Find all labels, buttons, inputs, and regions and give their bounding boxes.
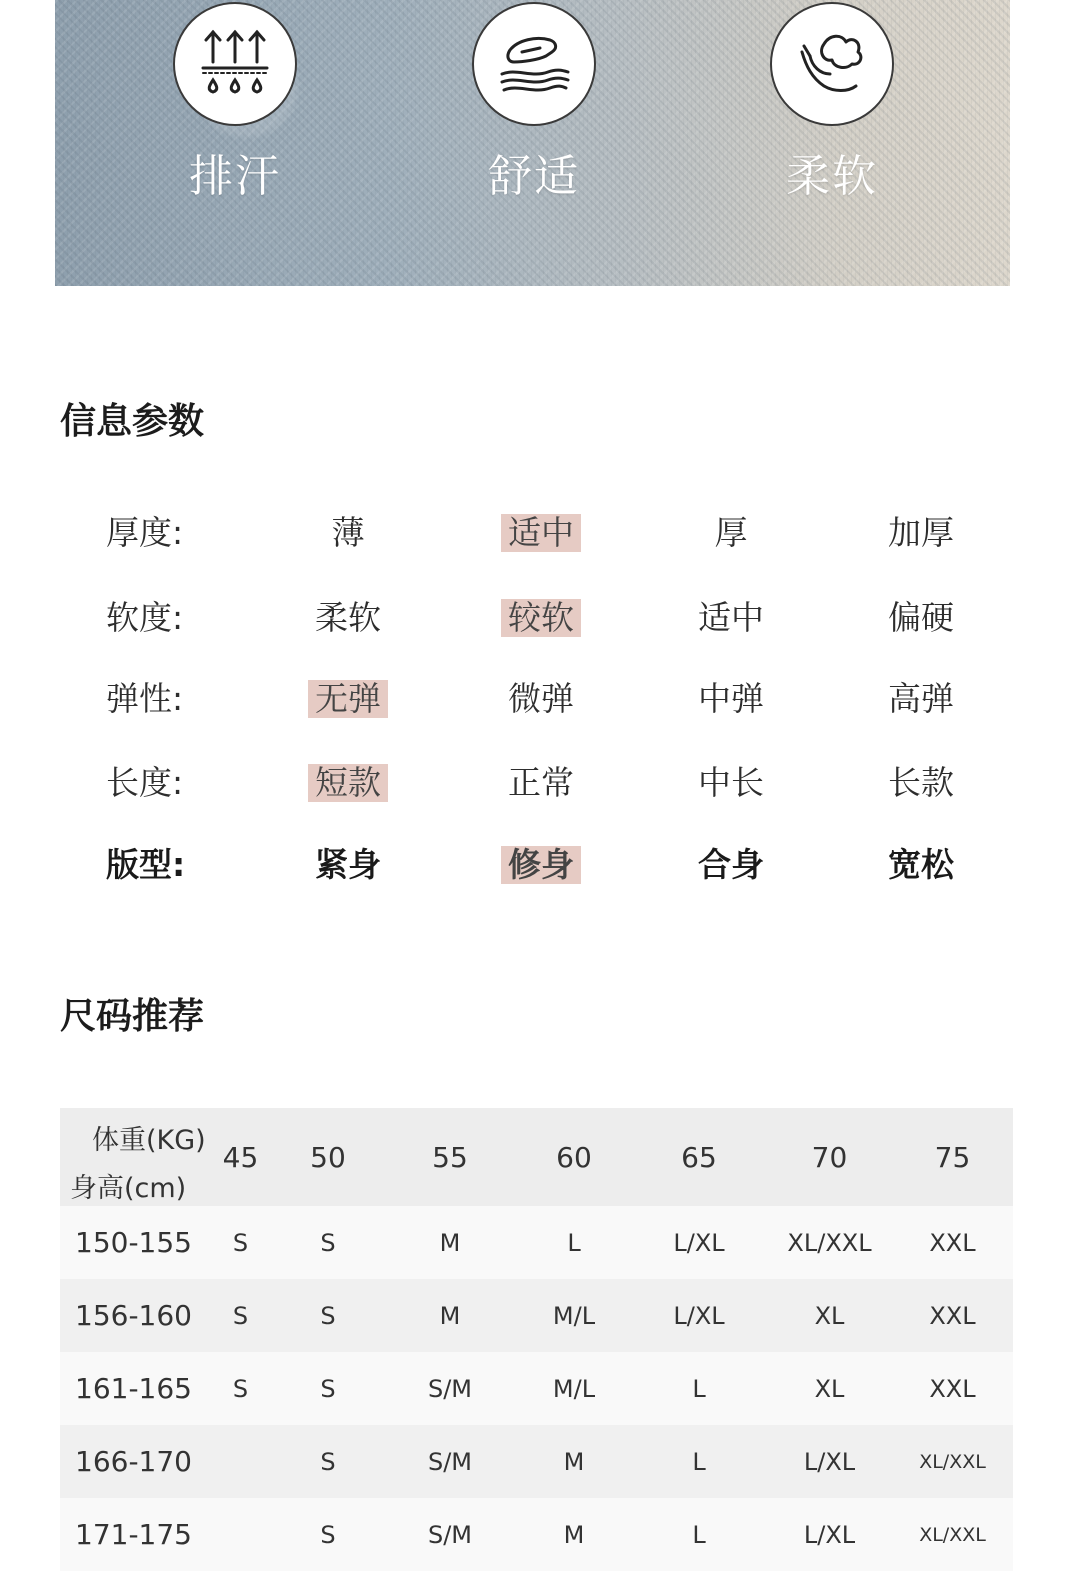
height-range-cell: 171-175	[60, 1498, 208, 1571]
size-cell: S	[273, 1352, 383, 1425]
param-option: 正常	[508, 763, 574, 802]
feature-soft	[767, 0, 897, 204]
weight-column-header: 45	[208, 1108, 273, 1206]
table-row	[60, 1425, 1013, 1498]
param-option: 加厚	[888, 513, 954, 552]
size-cell: S/M	[383, 1425, 517, 1498]
param-option: 宽松	[888, 845, 954, 884]
size-section-title: 尺码推荐	[60, 996, 205, 1037]
feature-label: 排汗	[189, 151, 281, 202]
size-cell: L	[517, 1206, 631, 1279]
size-cell: S	[273, 1425, 383, 1498]
param-option: 微弹	[508, 679, 574, 718]
param-row	[0, 835, 1080, 895]
param-label: 弹性:	[106, 679, 184, 718]
size-cell: L/XL	[767, 1425, 892, 1498]
height-header: 身高(cm)	[70, 1173, 187, 1204]
table-row	[60, 1352, 1013, 1425]
comfort-hand-icon	[472, 2, 596, 126]
size-cell: L/XL	[631, 1279, 767, 1352]
weight-header: 体重(KG)	[92, 1125, 206, 1156]
param-option: 柔软	[315, 598, 381, 637]
param-option: 薄	[331, 513, 365, 552]
size-cell: S/M	[383, 1498, 517, 1571]
moisture-wicking-icon	[173, 2, 297, 126]
size-cell: XXL	[892, 1279, 1013, 1352]
size-cell: S	[208, 1352, 273, 1425]
size-cell: M/L	[517, 1279, 631, 1352]
fabric-banner	[55, 0, 1010, 286]
size-cell: M	[517, 1498, 631, 1571]
param-option: 合身	[698, 845, 764, 884]
feature-comfort	[469, 0, 599, 204]
size-cell: XL	[767, 1279, 892, 1352]
param-option-selected: 较软	[501, 599, 581, 637]
size-cell: M/L	[517, 1352, 631, 1425]
size-table	[60, 1108, 1013, 1571]
param-row	[0, 669, 1080, 729]
height-range-cell: 150-155	[60, 1206, 208, 1279]
size-cell: M	[383, 1279, 517, 1352]
weight-column-header: 50	[273, 1108, 383, 1206]
size-cell: S	[208, 1206, 273, 1279]
weight-column-header: 55	[383, 1108, 517, 1206]
size-cell: L	[631, 1425, 767, 1498]
param-label: 软度:	[106, 598, 184, 637]
table-row	[60, 1498, 1013, 1571]
height-range-cell: 156-160	[60, 1279, 208, 1352]
param-option: 高弹	[888, 679, 954, 718]
size-cell: XL/XXL	[767, 1206, 892, 1279]
size-cell: L	[631, 1498, 767, 1571]
weight-column-header: 75	[892, 1108, 1013, 1206]
size-cell: M	[383, 1206, 517, 1279]
table-row	[60, 1279, 1013, 1352]
param-label: 厚度:	[106, 513, 184, 552]
param-option: 厚	[714, 513, 748, 552]
size-cell: S	[273, 1206, 383, 1279]
size-cell: S	[273, 1498, 383, 1571]
feature-label: 柔软	[786, 151, 878, 202]
height-range-cell: 166-170	[60, 1425, 208, 1498]
size-table-header-row	[60, 1108, 1013, 1206]
param-option-selected: 适中	[501, 514, 581, 552]
param-label: 版型:	[106, 845, 186, 884]
info-section-title: 信息参数	[60, 401, 205, 442]
size-cell	[208, 1425, 273, 1498]
size-cell: L/XL	[631, 1206, 767, 1279]
size-cell: S	[273, 1279, 383, 1352]
header-corner	[60, 1108, 208, 1206]
size-cell: S/M	[383, 1352, 517, 1425]
feature-label: 舒适	[488, 151, 580, 202]
param-option: 中长	[698, 763, 764, 802]
param-option-selected: 修身	[501, 846, 581, 884]
param-option: 中弹	[698, 679, 764, 718]
param-row	[0, 503, 1080, 563]
size-cell: S	[208, 1279, 273, 1352]
size-cell: XXL	[892, 1352, 1013, 1425]
size-cell: XXL	[892, 1206, 1013, 1279]
param-row	[0, 753, 1080, 813]
param-option: 紧身	[315, 845, 381, 884]
size-cell: L/XL	[767, 1498, 892, 1571]
size-cell: XL/XXL	[892, 1425, 1013, 1498]
table-row	[60, 1206, 1013, 1279]
param-option-selected: 无弹	[308, 680, 388, 718]
param-option: 长款	[888, 763, 954, 802]
size-cell: L	[631, 1352, 767, 1425]
param-option: 偏硬	[888, 598, 954, 637]
param-row	[0, 588, 1080, 648]
weight-column-header: 70	[767, 1108, 892, 1206]
size-cell: XL/XXL	[892, 1498, 1013, 1571]
soft-touch-icon	[770, 2, 894, 126]
param-option: 适中	[698, 598, 764, 637]
size-cell: M	[517, 1425, 631, 1498]
param-label: 长度:	[106, 763, 184, 802]
size-cell	[208, 1498, 273, 1571]
height-range-cell: 161-165	[60, 1352, 208, 1425]
weight-column-header: 60	[517, 1108, 631, 1206]
feature-sweat	[170, 0, 300, 204]
param-option-selected: 短款	[308, 764, 388, 802]
size-cell: XL	[767, 1352, 892, 1425]
weight-column-header: 65	[631, 1108, 767, 1206]
